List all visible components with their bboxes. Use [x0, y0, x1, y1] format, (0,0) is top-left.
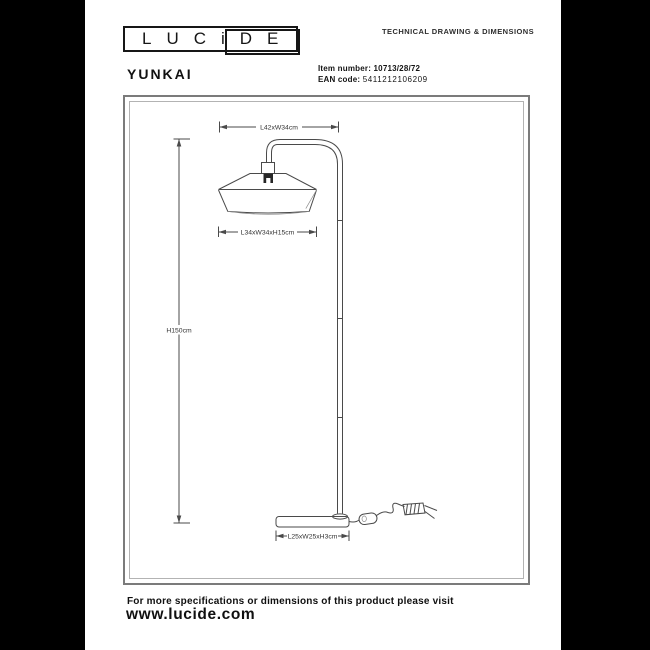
- product-name: YUNKAI: [127, 66, 193, 82]
- dimension-height: [165, 139, 193, 523]
- dim-shade-label: L34xW34xH15cm: [240, 229, 295, 237]
- document-type-title: TECHNICAL DRAWING & DIMENSIONS: [382, 27, 535, 36]
- power-cord-and-plug: [349, 503, 437, 525]
- dim-height-label: H150cm: [166, 327, 192, 335]
- dim-top-label: L42xW34cm: [260, 124, 298, 132]
- footer-note: For more specifications or dimensions of this product please visit: [127, 595, 454, 607]
- lamp-base: [276, 514, 349, 527]
- item-number-label: Item number:: [318, 63, 372, 73]
- dimension-shade: [219, 227, 317, 238]
- inline-switch: [358, 512, 377, 525]
- ean-code-value: 5411212106209: [362, 75, 428, 84]
- lamp-socket: [262, 163, 275, 184]
- lamp-arm-and-pole: [267, 140, 343, 514]
- footer-website: www.lucide.com: [126, 606, 256, 623]
- brand-logo: LUCiDE: [142, 29, 294, 48]
- dim-base-label: L25xW25xH3cm: [287, 533, 338, 541]
- ean-code-label: EAN code:: [318, 75, 361, 84]
- plug-prongs: [425, 506, 438, 519]
- dimension-top-width: [220, 122, 339, 133]
- item-number-value: 10713/28/72: [373, 63, 421, 73]
- dimension-base: [276, 531, 349, 542]
